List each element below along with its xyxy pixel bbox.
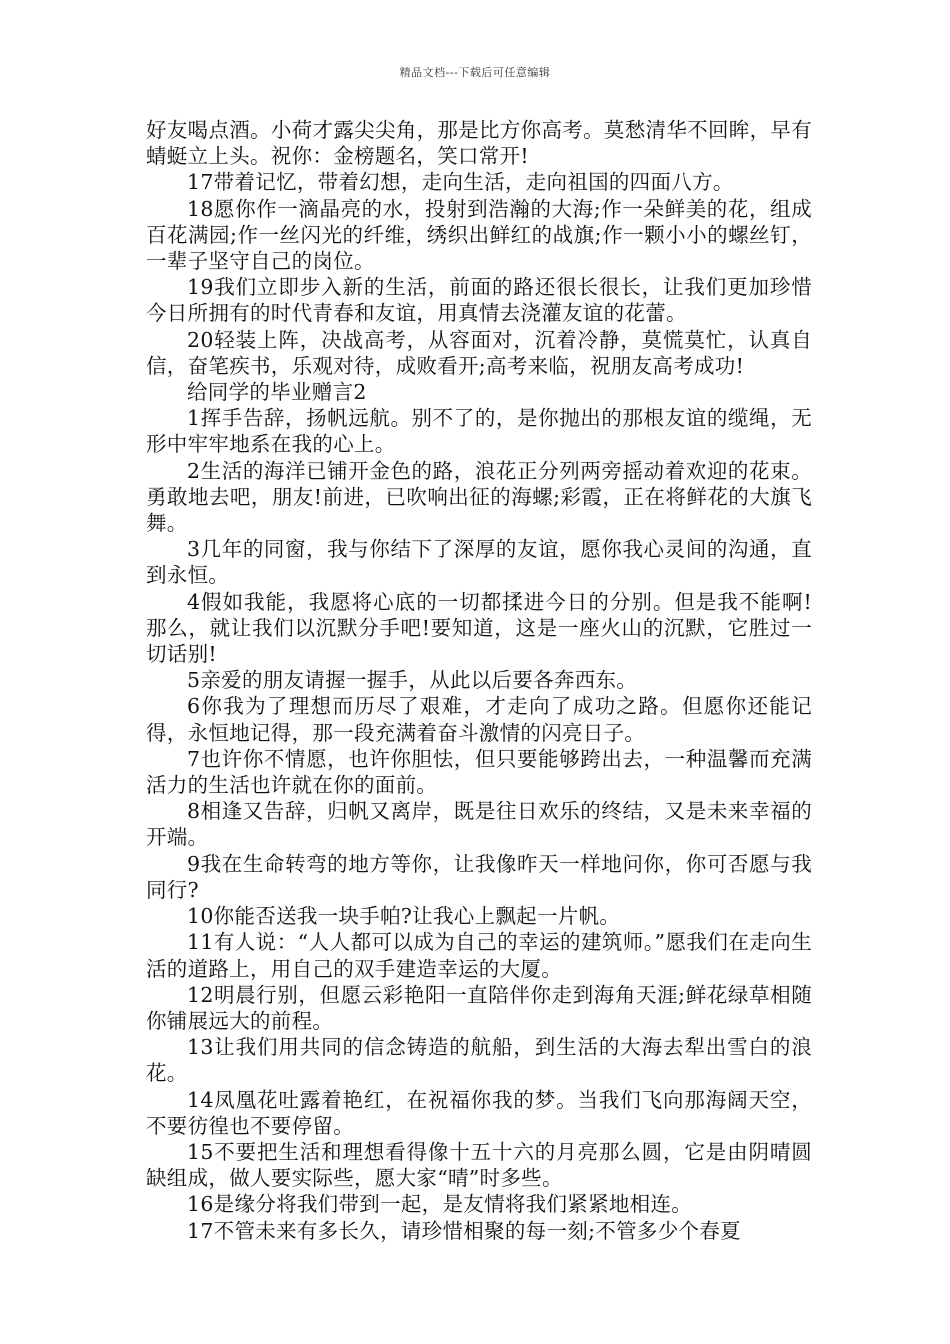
- paragraph: 17带着记忆，带着幻想，走向生活，走向祖国的四面八方。: [187, 170, 734, 195]
- paragraph: 17不管未来有多长久，请珍惜相聚的每一刻;不管多少个春夏: [187, 1218, 741, 1243]
- paragraph: 9我在生命转弯的地方等你，让我像昨天一样地问你，你可否愿与我同行?: [146, 851, 812, 902]
- paragraph: 1挥手告辞，扬帆远航。别不了的，是你抛出的那根友谊的缆绳，无形中牢牢地系在我的心上。: [146, 406, 812, 457]
- paragraph: 12明晨行别，但愿云彩艳阳一直陪伴你走到海角天涯;鲜花绿草相随你铺展远大的前程。: [146, 982, 812, 1033]
- paragraph: 10你能否送我一块手帕?让我心上飘起一片帆。: [187, 904, 621, 929]
- paragraph: 8相逢又告辞，归帆又离岸，既是往日欢乐的终结，又是未来幸福的开端。: [146, 799, 812, 850]
- paragraph: 5亲爱的朋友请握一握手，从此以后要各奔西东。: [187, 668, 638, 693]
- paragraph: 3几年的同窗，我与你结下了深厚的友谊，愿你我心灵间的沟通，直到永恒。: [146, 537, 812, 588]
- paragraph: 15不要把生活和理想看得像十五十六的月亮那么圆，它是由阴晴圆缺组成，做人要实际些，愿大家“晴”时多些。: [146, 1139, 812, 1191]
- paragraph: 20轻装上阵，决战高考，从容面对，沉着冷静，莫慌莫忙，认真自信，奋笔疾书，乐观对待，成败看开;高考来临，祝朋友高考成功!: [146, 327, 812, 378]
- paragraph: 16是缘分将我们带到一起，是友情将我们紧紧地相连。: [187, 1192, 693, 1217]
- paragraph: 7也许你不情愿，也许你胆怯，但只要能够跨出去，一种温馨而充满活力的生活也许就在你的面前。: [146, 746, 812, 798]
- paragraph: 13让我们用共同的信念铸造的航船，到生活的大海去犁出雪白的浪花。: [146, 1035, 812, 1086]
- paragraph: 18愿你作一滴晶亮的水，投射到浩瀚的大海;作一朵鲜美的花，组成百花满园;作一丝闪光的纤维，绣织出鲜红的战旗;作一颗小小的螺丝钉，一辈子坚守自己的岗位。: [146, 196, 812, 274]
- document-body: [146, 117, 812, 1244]
- paragraph: 4假如我能，我愿将心底的一切都揉进今日的分别。但是我不能啊!那么，就让我们以沉默分手吧!要知道，这是一座火山的沉默，它胜过一切话别!: [146, 589, 812, 667]
- paragraph: 19我们立即步入新的生活，前面的路还很长很长，让我们更加珍惜今日所拥有的时代青春和友谊，用真情去浇灌友谊的花蕾。: [146, 275, 812, 326]
- paragraph: 14凤凰花吐露着艳红，在祝福你我的梦。当我们飞向那海阔天空，不要彷徨也不要停留。: [146, 1087, 812, 1138]
- page-header: 精品文档---下载后可任意编辑: [399, 66, 551, 79]
- section-heading: 给同学的毕业赠言2: [187, 380, 367, 405]
- paragraph: 2生活的海洋已铺开金色的路，浪花正分列两旁摇动着欢迎的花束。勇敢地去吧，朋友!前进，已吹响出征的海螺;彩霞，正在将鲜花的大旗飞舞。: [146, 458, 812, 536]
- paragraph: 11有人说：“人人都可以成为自己的幸运的建筑师。”愿我们在走向生活的道路上，用自己的双手建造幸运的大厦。: [146, 930, 812, 981]
- paragraph: 好友喝点酒。小荷才露尖尖角，那是比方你高考。莫愁清华不回眸，早有蜻蜓立上头。祝你：金榜题名，笑口常开!: [146, 118, 812, 169]
- paragraph: 6你我为了理想而历尽了艰难，才走向了成功之路。但愿你还能记得，永恒地记得，那一段充满着奋斗激情的闪亮日子。: [146, 694, 812, 745]
